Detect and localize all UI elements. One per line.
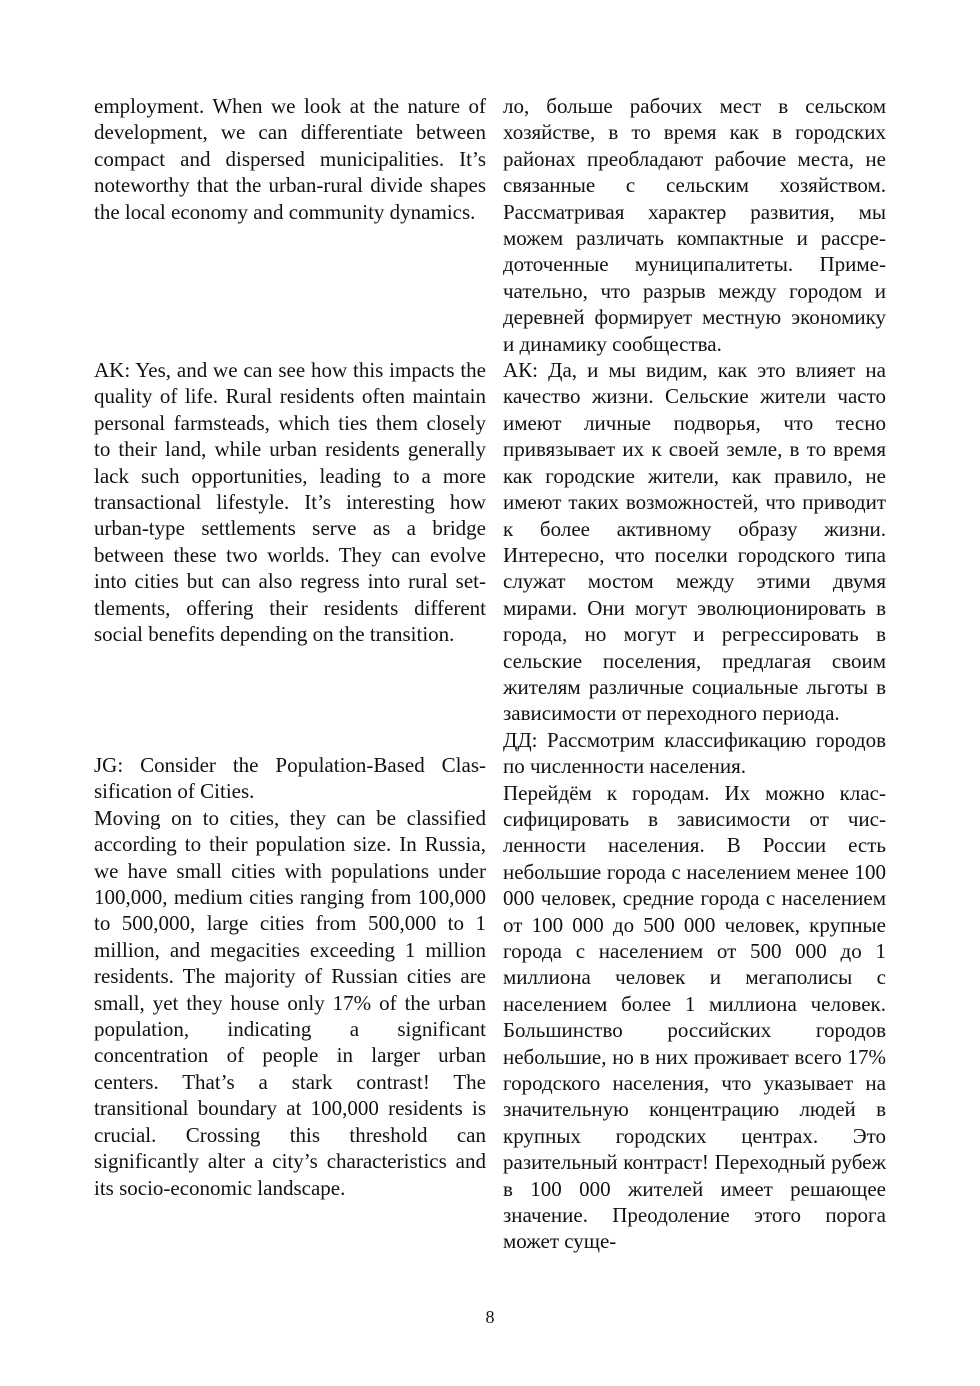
english-paragraph-1: employment. When we look at the nature of development, we can differentiate between compact and dispersed municipalities. It’s noteworthy that the urban-rural divide shapes the local economy and community dynamics. <box>94 94 486 224</box>
english-block-2 <box>94 357 486 752</box>
english-paragraph-4: Moving on to cities, they can be classified according to their population size. In Russia, we have small cities with populations under 100,000, medium cities ranging from 100,000 to 500,000, large cities from 500,000 to 1 million, and megacities exceeding 1 million residents. The majority of Russian cities are small, yet they house only 17% of the urban population, indicating a significant concentration of people in larger urban centers. That’s a stark contrast! The transitional boundary at 100,000 residents is crucial. Crossing this threshold can significantly alter a city’s characteristics and its socio-economic landscape. <box>94 805 486 1200</box>
page-number: 8 <box>485 1307 495 1327</box>
russian-column <box>503 93 886 1255</box>
russian-paragraph-1: ло, больше рабочих мест в сельском хозяйстве, в то время как в городских районах преобладают рабочие места, не связанные с сельским хозяйством. Рассматривая характер развития, мы можем различать компактные и рассредоточенные муниципалитеты. Примечательно, что разрыв между городом и деревней формирует местную экономику и динамику сообщества. <box>503 94 886 356</box>
russian-paragraph-3: ДД: Рассмотрим классификацию городов по численности населения. <box>503 727 886 779</box>
english-column <box>94 93 486 1201</box>
english-paragraph-3: JG: Consider the Population-Based Classification of Cities. <box>94 753 486 804</box>
english-block-1 <box>94 93 486 357</box>
russian-paragraph-4: Перейдём к городам. Их можно классифицировать в зависимости от численности населения. В России есть небольшие города с населением менее 100 000 человек, средние города с населением от 100 000 до 500 000 человек, крупные города с населением от 500 000 до 1 миллиона человек и мегаполисы с населением более 1 миллиона человек. Большинство российских городов небольшие, но в них проживает всего 17% городского населения, что указывает на значительную концентрацию людей в крупных городских центрах. Это разительный контраст! Переходный рубеж в 100 000 жителей имеет решающее значение. Преодоление этого порога может суще- <box>503 780 886 1254</box>
russian-paragraph-2: АК: Да, и мы видим, как это влияет на качество жизни. Сельские жители часто имеют личные подворья, что тесно привязывает их к своей земле, в то время как городские жители, как правило, не имеют таких возможностей, что приводит к более активному образу жизни. Интересно, что поселки городского типа служат мостом между этими двумя мирами. Они могут эволюционировать в города, но могут и регрессировать в сельские поселения, предлагая своим жителям различные социальные льготы в зависимости от переходного периода. <box>503 358 886 726</box>
english-paragraph-2: AK: Yes, and we can see how this impacts the quality of life. Rural residents often maintain personal farmsteads, which ties them closely to their land, while urban residents generally lack such opportunities, leading to a more transactional lifestyle. It’s interesting how urban-type settlements serve as a bridge between these two worlds. They can evolve into cities but can also regress into rural settlements, offering their residents different social benefits depending on the transition. <box>94 358 486 647</box>
